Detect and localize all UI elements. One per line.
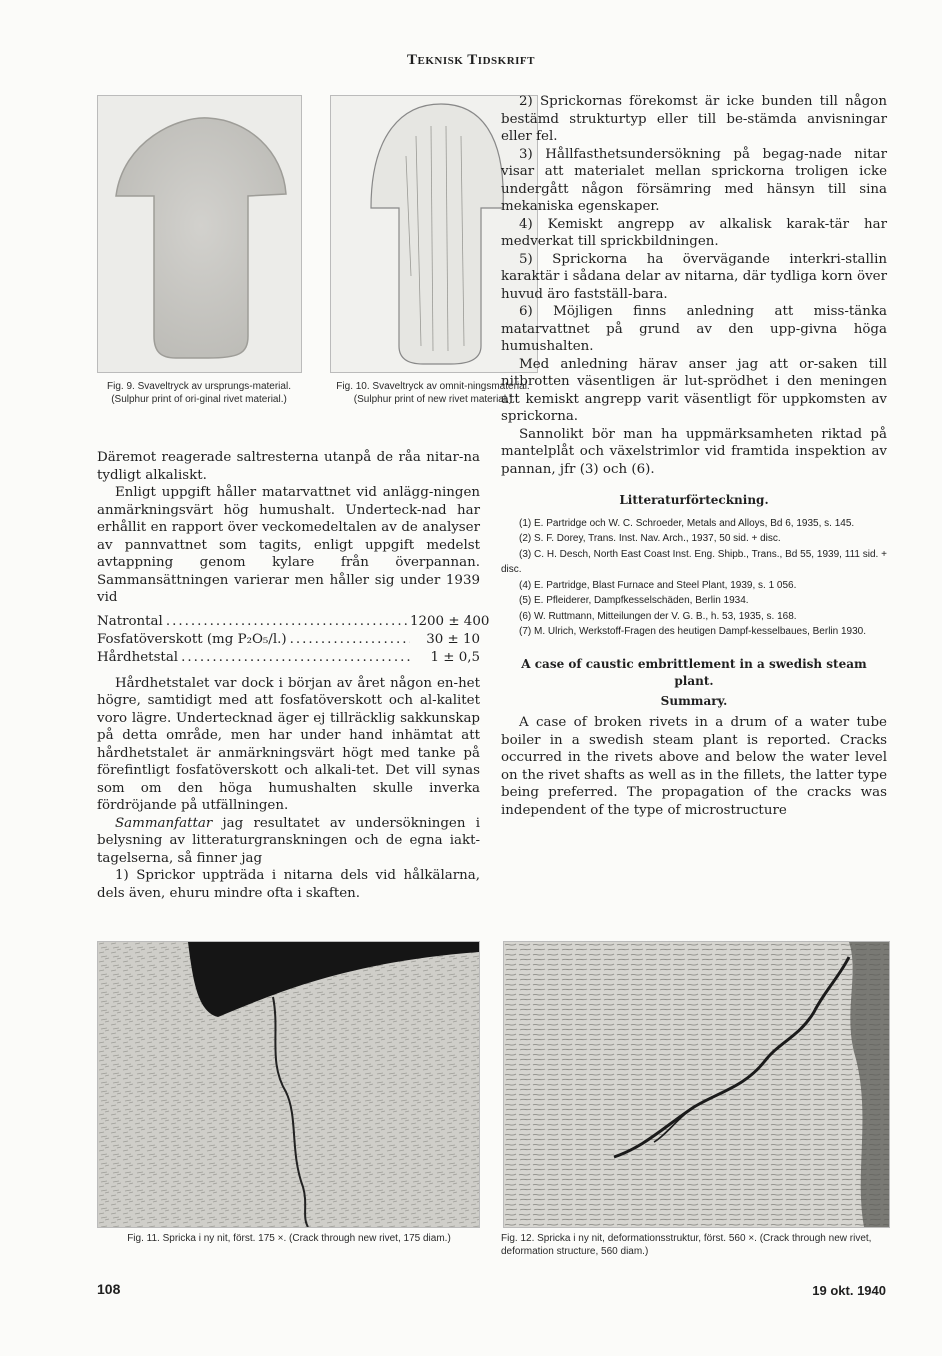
issue-date: 19 okt. 1940 — [812, 1283, 886, 1298]
figure-12-caption: Fig. 12. Spricka i ny nit, deformationsstruktur, först. 560 ×. (Crack through new rivet, deformation structure, 560 diam.) — [501, 1233, 872, 1257]
left-column — [97, 449, 490, 902]
reference-item: (5) E. Pfleiderer, Dampfkesselschäden, Berlin 1934. — [519, 595, 749, 606]
reference-item: (2) S. F. Dorey, Trans. Inst. Nav. Arch., 1937, 50 sid. + disc. — [519, 533, 781, 544]
paragraph: Enligt uppgift håller matarvattnet vid anlägg-ningen anmärkningsvärt hög humushalt. Underteck-nad har erhållit en rapport över veckomedeltalen av de analyser av pannvattnet som tagits, enligt uppgift medelst avtappning genom kylare från överpannan. Sammansättningen varierar men håller sig under 1939 vid — [97, 485, 480, 605]
list-item: 2) Sprickornas förekomst är icke bunden till någon bestämd strukturtyp eller till be-stämda anvisningar eller fel. — [501, 94, 887, 144]
figure-11-micrograph — [97, 941, 480, 1228]
rivet-sulphur-print-icon — [98, 96, 301, 372]
reference-item: (7) M. Ulrich, Werkstoff-Fragen des heutigen Dampf-kesselbaues, Berlin 1930. — [519, 626, 867, 637]
table-value: 1200 ± 400 — [410, 613, 490, 629]
list-item: 4) Kemiskt angrepp av alkalisk karak-tär har medverkat till sprickbildningen. — [501, 216, 887, 249]
paragraph: Sammanfattar jag resultatet av undersökningen i belysning av litteraturgranskningen och de egna iakt-tagelserna, så finner jag — [97, 815, 480, 866]
paragraph: Med anledning härav anser jag att or-saken till nitbrotten väsentligen är lut-sprödhet i den meningen att kemiskt angrepp varit väsentligt för uppkomsten av sprickorna. — [501, 356, 887, 424]
paragraph: Däremot reagerade saltresterna utanpå de råa nitar-na tydligt alkaliskt. — [97, 450, 480, 483]
table-row — [97, 613, 490, 631]
page-number: 108 — [97, 1281, 121, 1297]
table-row — [97, 649, 480, 667]
table-row — [97, 631, 480, 649]
list-item: 5) Sprickorna ha övervägande interkri-stallin karaktär i sådana delar av nitarna, där tydliga korn över huvud äro fastställ-bara. — [501, 251, 887, 302]
water-analysis-table — [97, 613, 490, 667]
reference-item: (1) E. Partridge och W. C. Schroeder, Metals and Alloys, Bd 6, 1935, s. 145. — [519, 517, 855, 529]
italic-lead: Sammanfattar — [115, 815, 213, 831]
table-value: 1 ± 0,5 — [430, 649, 480, 665]
paragraph: Hårdhetstalet var dock i början av året någon en-het högre, samtidigt med att fosfatöverskott och al-kalitet voro lägre. Undertecknad äger ej tillräcklig sakkunskap på detta område, men har under hand inhämtat att hårdhetstalet är anmärkningsvärt högt med tanke på förefintligt fosfatöverskott och alkali-tet. Det vill synas som om den höga humushalten skulle inverka fördröjande på utfällningen. — [97, 675, 480, 813]
crack-micrograph-icon — [98, 942, 479, 1227]
right-column — [501, 93, 887, 819]
summary-label: Summary. — [660, 693, 728, 708]
table-value: 30 ± 10 — [426, 631, 480, 647]
summary-title: A case of caustic embrittlement in a swedish steam plant. — [521, 656, 867, 688]
table-label: Natrontal — [97, 613, 163, 629]
paragraph: Sannolikt bör man ha uppmärksamheten riktad på mantelplåt och växelstrimlor vid framtida inspektion av pannan, jfr (3) och (6). — [501, 426, 887, 477]
reference-item: (3) C. H. Desch, North East Coast Inst. Eng. Shipb., Trans., Bd 55, 1939, 111 sid. + disc. — [501, 548, 887, 575]
table-label: Fosfatöverskott (mg P₂O₅/l.) — [97, 631, 287, 647]
reference-item: (6) W. Ruttmann, Mitteilungen der V. G. B., h. 53, 1935, s. 168. — [519, 610, 797, 622]
table-label: Hårdhetstal — [97, 649, 179, 665]
summary-text: A case of broken rivets in a drum of a water tube boiler in a swedish steam plant is reported. Cracks occurred in the rivets above and below the water level on the rivet shafts as well as in the fillets, the latter type being preferred. The propagation of the cracks was independent of the type of microstructure — [501, 715, 887, 818]
journal-title: Teknisk Tidskrift — [407, 52, 535, 68]
references-heading: Litteraturförteckning. — [619, 493, 769, 507]
list-item: 3) Hållfasthetsundersökning på begag-nade nitar visar att materialet mellan sprickorna troligen icke undergått någon försämring med hänsyn till sina mekaniska egenskaper. — [501, 146, 887, 214]
figure-9-caption: Fig. 9. Svaveltryck av ursprungs-material. (Sulphur print of ori-ginal rivet material.) — [107, 381, 291, 405]
references-list — [501, 516, 887, 640]
figure-11-caption: Fig. 11. Spricka i ny nit, först. 175 ×. (Crack through new rivet, 175 diam.) — [127, 1233, 451, 1244]
reference-item: (4) E. Partridge, Blast Furnace and Steel Plant, 1939, s. 1 056. — [519, 579, 797, 591]
crack-micrograph-icon — [504, 942, 889, 1227]
paragraph: 1) Sprickor uppträda i nitarna dels vid hålkälarna, dels även, ehuru mindre ofta i skaften. — [97, 868, 480, 901]
figure-10-caption: Fig. 10. Svaveltryck av omnit-ningsmaterial. (Sulphur print of new rivet material.) — [336, 381, 530, 405]
list-item: 6) Möjligen finns anledning att miss-tänka matarvattnet på grund av den upp-givna höga humushalten. — [501, 304, 887, 354]
figure-9-photo — [97, 95, 302, 373]
figure-12-micrograph — [503, 941, 890, 1228]
